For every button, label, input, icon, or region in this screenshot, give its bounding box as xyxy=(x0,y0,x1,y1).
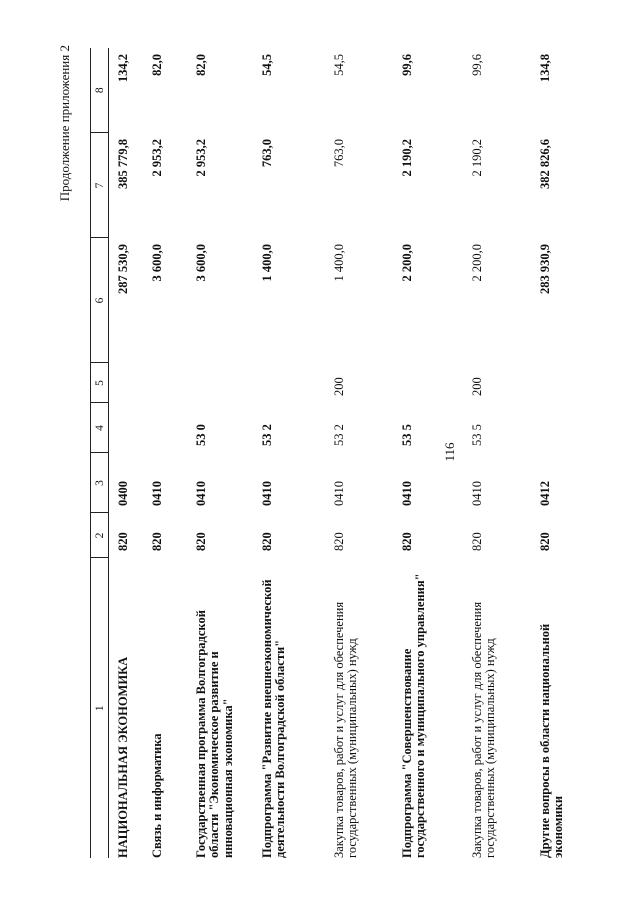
row-approved-amount: 1 400,0 xyxy=(259,244,274,282)
row-expense-type xyxy=(253,363,325,403)
row-expense-type xyxy=(187,363,253,403)
row-ministry-code: 820 xyxy=(537,532,552,551)
row-program-code: 53 2 xyxy=(331,424,346,446)
row-percent: 54,5 xyxy=(259,54,274,76)
row-executed-amount: 763,0 xyxy=(259,139,274,168)
row-executed-amount: 2 953,2 xyxy=(149,139,164,177)
row-percent: 82,0 xyxy=(193,54,208,76)
row-approved-amount: 1 400,0 xyxy=(331,244,346,282)
column-header: 8 xyxy=(91,48,109,133)
row-ministry-code: 820 xyxy=(399,532,414,551)
row-percent: 99,6 xyxy=(399,54,414,76)
row-name: Закупка товаров, работ и услуг для обеспечения государственных (муниципальных) нужд xyxy=(331,601,359,858)
column-header: 5 xyxy=(91,363,109,403)
row-program-code: 53 2 xyxy=(259,424,274,446)
row-section-code: 0410 xyxy=(399,481,414,506)
row-approved-amount: 2 200,0 xyxy=(469,244,484,282)
row-name: Подпрограмма "Развитие внешнеэкономической деятельности Волгоградской области" xyxy=(259,579,287,858)
row-ministry-code: 820 xyxy=(331,532,346,551)
row-executed-amount: 763,0 xyxy=(331,139,346,168)
row-name: Связь и информатика xyxy=(149,733,164,858)
row-name: Государственная программа Волгоградской области "Экономическое развитие и инновационная экономика" xyxy=(193,610,235,858)
row-expense-type: 200 xyxy=(331,377,346,396)
budget-table xyxy=(90,48,573,858)
table-row xyxy=(109,48,143,858)
row-executed-amount: 2 190,2 xyxy=(469,139,484,177)
column-header: 7 xyxy=(91,133,109,238)
column-number-row xyxy=(91,48,109,858)
row-ministry-code: 820 xyxy=(259,532,274,551)
row-program-code: 53 5 xyxy=(399,424,414,446)
column-header: 1 xyxy=(91,558,109,858)
row-percent: 99,6 xyxy=(469,54,484,76)
row-expense-type xyxy=(531,363,573,403)
row-section-code: 0412 xyxy=(537,481,552,506)
row-approved-amount: 283 930,9 xyxy=(537,244,552,294)
row-section-code: 0410 xyxy=(149,481,164,506)
row-section-code: 0400 xyxy=(116,481,130,506)
table-row xyxy=(143,48,187,858)
row-section-code: 0410 xyxy=(331,481,346,506)
row-percent: 134,2 xyxy=(116,54,130,83)
row-expense-type xyxy=(143,363,187,403)
row-approved-amount: 3 600,0 xyxy=(193,244,208,282)
row-ministry-code: 820 xyxy=(116,532,130,551)
row-program-code: 53 5 xyxy=(469,424,484,446)
table-row xyxy=(325,48,393,858)
appendix-note: Продолжение приложения 2 xyxy=(57,45,72,202)
row-section-code: 0410 xyxy=(469,481,484,506)
row-program-code xyxy=(531,403,573,453)
row-percent: 54,5 xyxy=(331,54,346,76)
row-percent: 134,8 xyxy=(537,54,552,83)
table-row xyxy=(531,48,573,858)
row-executed-amount: 385 779,8 xyxy=(116,139,130,189)
row-section-code: 0410 xyxy=(259,481,274,506)
row-executed-amount: 2 190,2 xyxy=(399,139,414,177)
row-name: НАЦИОНАЛЬНАЯ ЭКОНОМИКА xyxy=(116,656,130,858)
row-name: Подпрограмма "Совершенствование государственного и муниципального управления" xyxy=(399,573,427,858)
row-approved-amount: 287 530,9 xyxy=(116,244,130,294)
page-number: 116 xyxy=(442,442,457,462)
row-name: Другие вопросы в области национальной экономики xyxy=(537,623,565,858)
row-name: Закупка товаров, работ и услуг для обеспечения государственных (муниципальных) нужд xyxy=(469,601,497,858)
row-expense-type: 200 xyxy=(469,377,484,396)
row-approved-amount: 3 600,0 xyxy=(149,244,164,282)
column-header: 4 xyxy=(91,403,109,453)
row-section-code: 0410 xyxy=(193,481,208,506)
row-ministry-code: 820 xyxy=(149,532,164,551)
row-executed-amount: 382 826,6 xyxy=(537,139,552,189)
row-program-code: 53 0 xyxy=(193,424,208,446)
row-executed-amount: 2 953,2 xyxy=(193,139,208,177)
row-program-code xyxy=(109,403,143,453)
table-row xyxy=(393,48,463,858)
column-header: 2 xyxy=(91,513,109,558)
row-expense-type xyxy=(393,363,463,403)
row-expense-type xyxy=(109,363,143,403)
row-approved-amount: 2 200,0 xyxy=(399,244,414,282)
row-ministry-code: 820 xyxy=(469,532,484,551)
table-row xyxy=(463,48,531,858)
table-row xyxy=(253,48,325,858)
column-header: 6 xyxy=(91,238,109,363)
row-percent: 82,0 xyxy=(149,54,164,76)
table-body xyxy=(109,48,573,858)
row-program-code xyxy=(143,403,187,453)
table-row xyxy=(187,48,253,858)
column-header: 3 xyxy=(91,453,109,513)
row-ministry-code: 820 xyxy=(193,532,208,551)
